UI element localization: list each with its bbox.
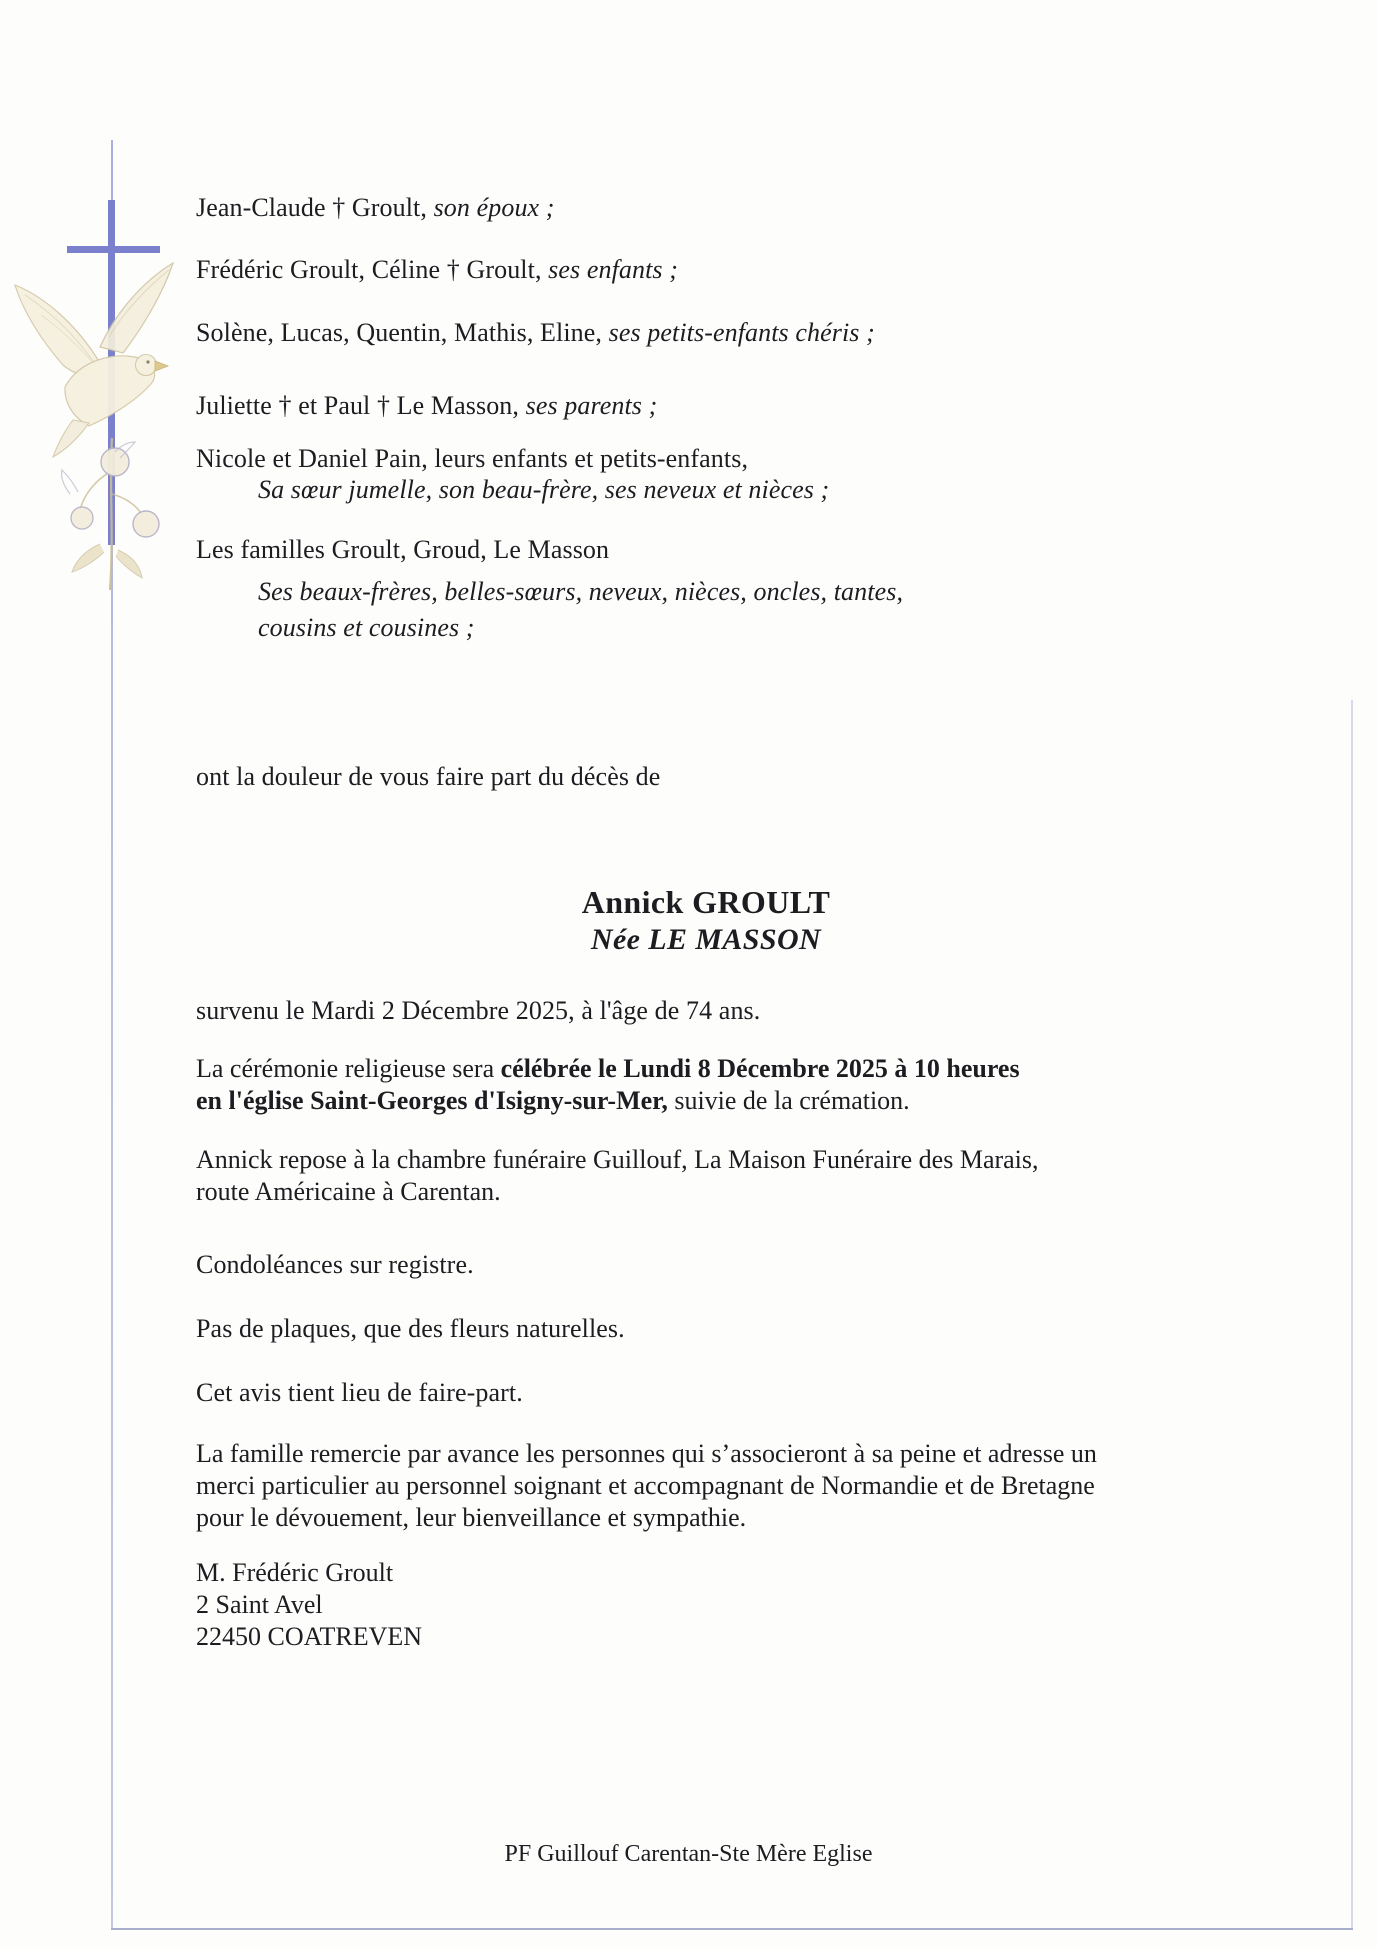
repose-line: route Américaine à Carentan. [196, 1177, 501, 1206]
flowers-line: Pas de plaques, que des fleurs naturelles. [196, 1314, 625, 1343]
deceased-name: Annick GROULT [581, 884, 831, 920]
condolences-line: Condoléances sur registre. [196, 1250, 474, 1279]
contact-address: 2 Saint Avel [196, 1590, 323, 1619]
flowers-icon [40, 432, 175, 597]
ceremony-prefix: La cérémonie religieuse sera [196, 1054, 501, 1083]
family-names: Juliette † et Paul † Le Masson, [196, 391, 526, 420]
death-date-line: survenu le Mardi 2 Décembre 2025, à l'âge de 74 ans. [196, 996, 761, 1025]
notice-line: Cet avis tient lieu de faire-part. [196, 1378, 523, 1407]
family-relation: ses enfants ; [548, 255, 678, 284]
repose-line: Annick repose à la chambre funéraire Guillouf, La Maison Funéraire des Marais, [196, 1145, 1039, 1174]
family-relation: ses petits-enfants chéris ; [608, 318, 875, 347]
family-line [196, 444, 748, 474]
family-names: Nicole et Daniel Pain, leurs enfants et petits-enfants, [196, 444, 749, 473]
thanks-line: pour le dévouement, leur bienveillance et sympathie. [196, 1503, 747, 1532]
family-line [196, 535, 609, 565]
ceremony-date: célébrée le Lundi 8 Décembre 2025 à 10 heures [500, 1054, 1020, 1083]
family-relation: ses parents ; [525, 391, 658, 420]
family-line [196, 318, 875, 348]
family-line [196, 255, 678, 285]
family-relation-subline: cousins et cousines ; [258, 613, 475, 642]
family-names: Jean-Claude † Groult, [196, 193, 434, 222]
intro-line: ont la douleur de vous faire part du décès de [196, 762, 661, 791]
dove-icon [5, 225, 180, 460]
contact-name: M. Frédéric Groult [196, 1558, 394, 1587]
funeral-home-footer: PF Guillouf Carentan-Ste Mère Eglise [504, 1841, 873, 1867]
thanks-paragraph [196, 1438, 1097, 1534]
card-right-border [1351, 700, 1353, 1930]
family-line [196, 193, 555, 223]
family-names: Les familles Groult, Groud, Le Masson [196, 535, 610, 564]
card-bottom-border [111, 1928, 1353, 1930]
contact-block [196, 1557, 422, 1653]
contact-city: 22450 COATREVEN [196, 1622, 423, 1651]
family-line [196, 391, 657, 421]
thanks-line: La famille remercie par avance les personnes qui s’associeront à sa peine et adresse un [196, 1439, 1097, 1468]
family-names: Solène, Lucas, Quentin, Mathis, Eline, [196, 318, 609, 347]
ceremony-suffix: suivie de la crémation. [667, 1086, 910, 1115]
repose-paragraph [196, 1144, 1039, 1208]
deceased-maiden-name: Née LE MASSON [590, 923, 822, 956]
family-names: Frédéric Groult, Céline † Groult, [196, 255, 549, 284]
thanks-line: merci particulier au personnel soignant et accompagnant de Normandie et de Bretagne [196, 1471, 1095, 1500]
family-relation: son époux ; [433, 193, 555, 222]
family-relation-subline: Ses beaux-frères, belles-sœurs, neveux, nièces, oncles, tantes, [258, 577, 904, 606]
ceremony-church: en l'église Saint-Georges d'Isigny-sur-Mer, [196, 1086, 668, 1115]
ceremony-paragraph [196, 1053, 1020, 1117]
family-relation-subline: Sa sœur jumelle, son beau-frère, ses neveux et nièces ; [258, 475, 830, 504]
